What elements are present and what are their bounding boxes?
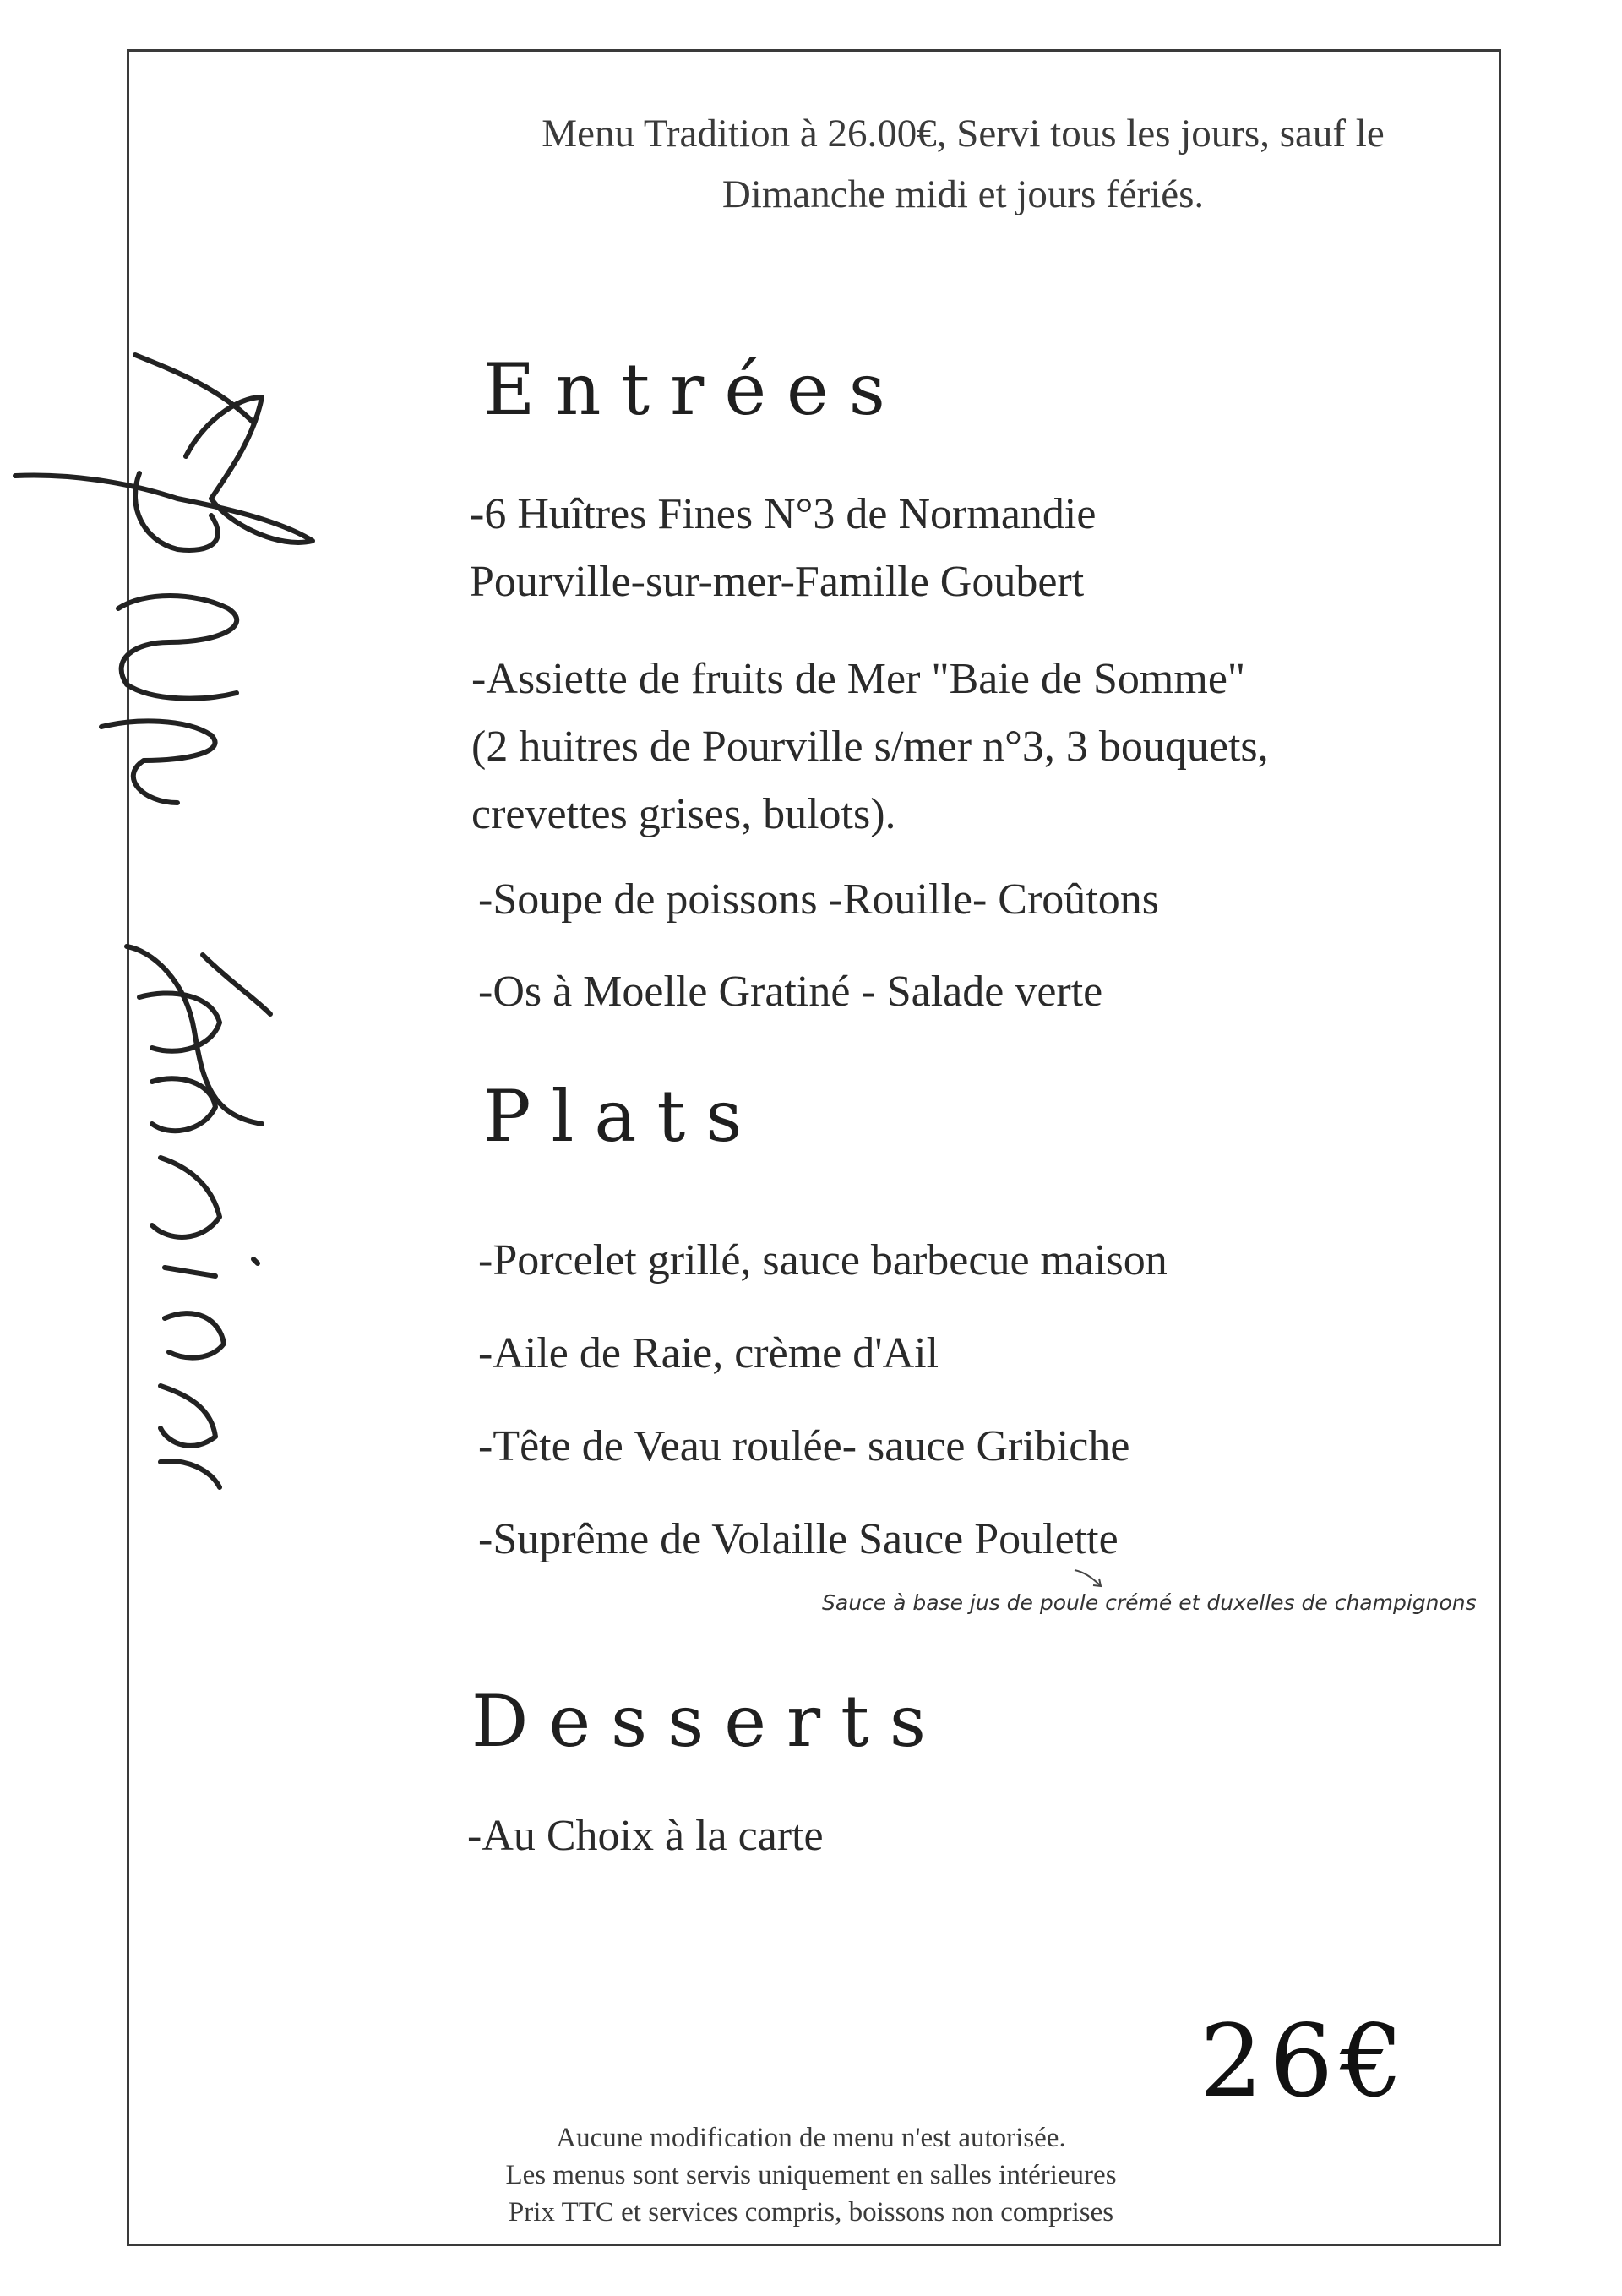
plat-item-3: -Tête de Veau roulée- sauce Gribiche (478, 1422, 1130, 1470)
section-title-desserts: Desserts (471, 1680, 947, 1763)
menu-price: 26€ (1200, 2003, 1411, 2119)
header-line-2: Dimanche midi et jours fériés. (721, 172, 1205, 216)
script-title-menu-tradition (0, 0, 355, 1521)
footer-line-3: Prix TTC et services compris, boissons non comprises (508, 2197, 1114, 2228)
entree-item-3: -Soupe de poissons -Rouille- Croûtons (478, 875, 1159, 924)
section-title-plats: Plats (483, 1075, 763, 1158)
entree-item-2-line-1: -Assiette de fruits de Mer "Baie de Somme" (471, 655, 1246, 703)
menu-header (473, 103, 1453, 225)
header-line-1: Menu Tradition à 26.00€, Servi tous les jours, sauf le (542, 112, 1385, 155)
entree-item-2-line-3: crevettes grises, bulots). (471, 790, 896, 838)
entree-item-4: -Os à Moelle Gratiné - Salade verte (478, 968, 1103, 1016)
plat-item-1: -Porcelet grillé, sauce barbecue maison (478, 1236, 1168, 1284)
note-arrow-icon (1073, 1567, 1107, 1592)
plat-note: Sauce à base jus de poule crémé et duxelles de champignons (822, 1590, 1477, 1615)
section-title-entrees: Entrées (483, 348, 906, 431)
entree-item-2-line-2: (2 huitres de Pourville s/mer n°3, 3 bouquets, (471, 723, 1269, 771)
dessert-item-1: -Au Choix à la carte (467, 1812, 824, 1860)
plat-item-2: -Aile de Raie, crème d'Ail (478, 1329, 939, 1377)
menu-footer (473, 2119, 1149, 2231)
entree-item-1-line-1: -6 Huîtres Fines N°3 de Normandie (470, 490, 1097, 538)
footer-line-2: Les menus sont servis uniquement en salles intérieures (505, 2160, 1117, 2190)
entree-item-1-line-2: Pourville-sur-mer-Famille Goubert (470, 558, 1085, 606)
footer-line-1: Aucune modification de menu n'est autorisée. (556, 2123, 1066, 2153)
plat-item-4: -Suprême de Volaille Sauce Poulette (478, 1515, 1119, 1563)
